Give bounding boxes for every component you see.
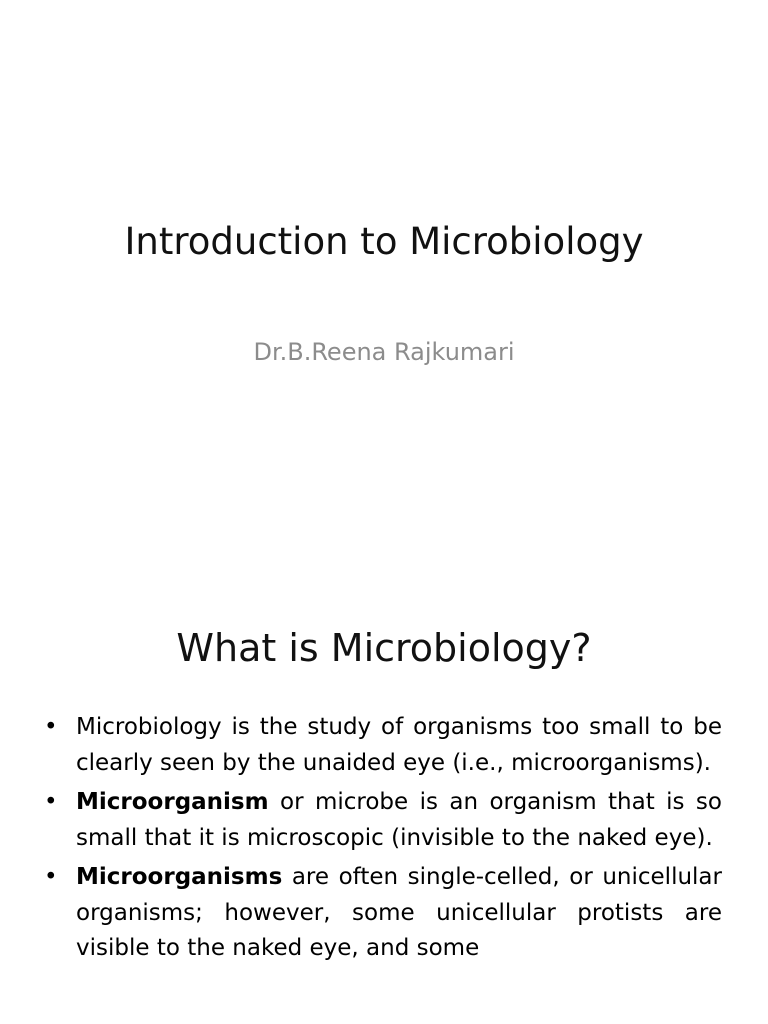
- bullet-text: are often single-celled, or unicellular organisms; however, some unicellular protists are visible to the naked eye, and some: [76, 864, 722, 961]
- slide-title-heading: Introduction to Microbiology: [124, 220, 644, 263]
- slide-heading: What is Microbiology?: [176, 626, 592, 670]
- slide-what-is-microbiology: [0, 576, 768, 1024]
- bullet-text: or microbe is an organism that is so small that it is microscopic (invisible to the naked eye).: [76, 789, 722, 851]
- bullet-item: [44, 860, 722, 967]
- bullet-item: [44, 785, 722, 856]
- bullet-marker: •: [44, 864, 58, 890]
- bullet-marker: •: [44, 789, 58, 815]
- bullet-marker: •: [44, 714, 58, 740]
- bullet-list: [44, 710, 722, 971]
- bullet-term: Microorganisms: [76, 864, 283, 890]
- author-name: Dr.B.Reena Rajkumari: [253, 338, 515, 366]
- bullet-item: [44, 710, 722, 781]
- bullet-term: Microorganism: [76, 789, 269, 815]
- bullet-text: Microbiology is the study of organisms too small to be clearly seen by the unaided eye (i.e., microorganisms).: [76, 714, 722, 776]
